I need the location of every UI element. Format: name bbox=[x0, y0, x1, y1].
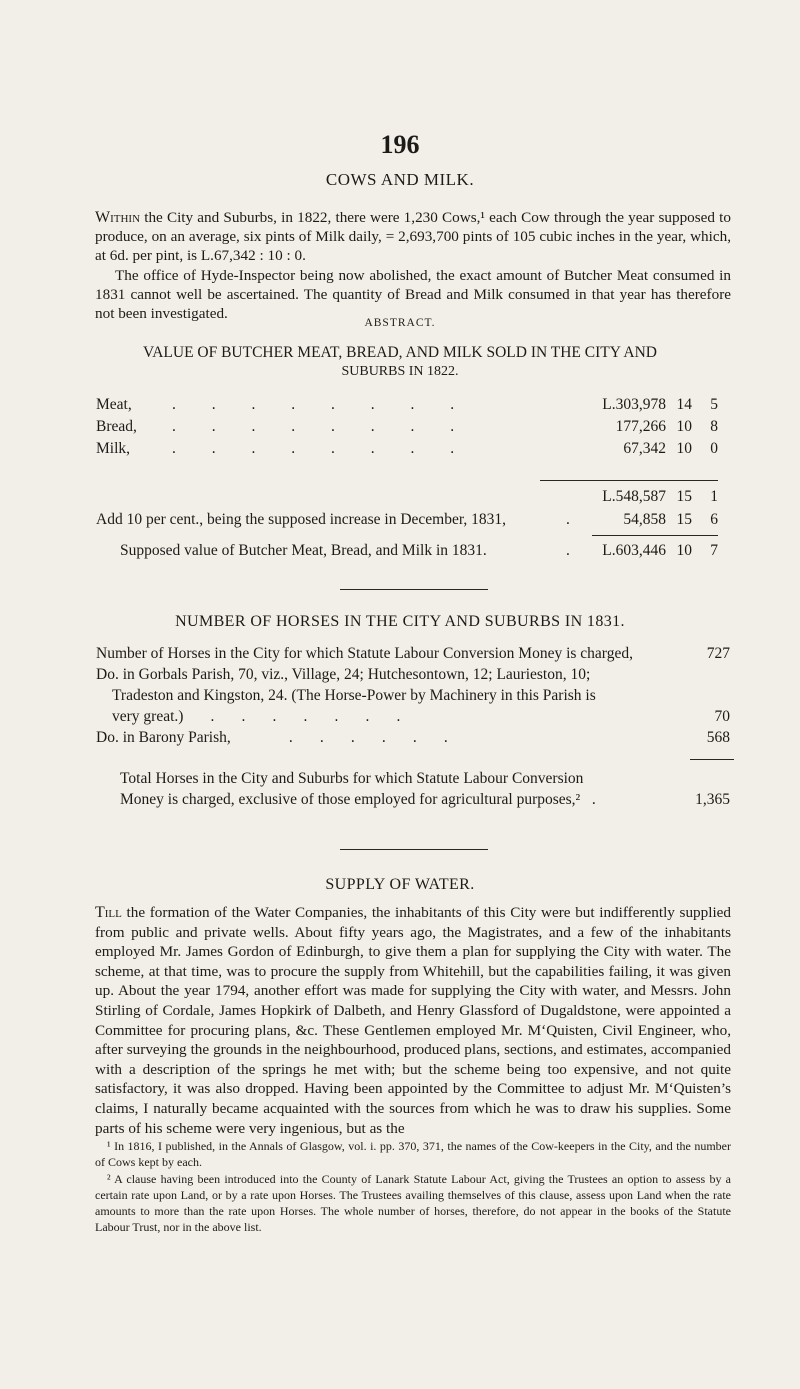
supposed-total-dot: . bbox=[566, 542, 570, 559]
page-number: 196 bbox=[380, 130, 420, 159]
subtotal-pounds: L.548,587 bbox=[602, 488, 666, 505]
intro-paragraph-2: The office of Hyde-Inspector being now abolished, the exact amount of Butcher Meat consumed in 1831 cannot well be ascertained. The quantity of Bread and Milk consumed in that year has therefore not been investigated. bbox=[95, 267, 731, 322]
horses-total-rule bbox=[690, 759, 734, 760]
horses-total-line-1: Total Horses in the City and Suburbs for which Statute Labour Conversion bbox=[120, 770, 584, 787]
water-paragraph-text: the formation of the Water Companies, the inhabitants of this City were but indifferently supplied from public and private wells. About fifty years ago, the Magistrates, and a few of the inhabitants employed Mr. James Gordon of Edinburgh, to give them a plan for supplying the City with water. The scheme, at that time, was to procure the supply from Whitehill, but the capabilities failing, it was given up. About the year 1794, another effort was made for supplying the City with water, and Messrs. John Stirling of Cordale, James Hopkirk of Dalbeth, and Henry Glassford of Dugaldstone, were appointed a Committee for procuring plans, &c. These Gentlemen employed Mr. M‘Quisten, Civil Engineer, who, after surveying the grounds in the neighbourhood, produced plans, sections, and estimates, accompanied with a description of the springs he met with; but the scheme being too expensive, and not quite satisfactory, it was also dropped. Having been appointed by the Committee to adjust Mr. M‘Quisten’s claims, I naturally became acquainted with the sources from which he was to draw his supplies. Some parts of his scheme were very ingenious, but as the bbox=[95, 904, 731, 1137]
horses-row-text: Tradeston and Kingston, 24. (The Horse-Power by Machinery in this Parish is bbox=[112, 687, 596, 704]
horses-row-text: very great.) . . . . . . . bbox=[112, 708, 401, 725]
horses-row bbox=[112, 685, 762, 706]
value-heading bbox=[0, 343, 800, 381]
increase-pence: 6 bbox=[710, 511, 718, 528]
horses-total-value: 1,365 bbox=[695, 791, 730, 808]
water-paragraph bbox=[95, 903, 731, 1138]
horses-row bbox=[96, 643, 746, 664]
abstract-label: ABSTRACT. bbox=[364, 317, 436, 329]
horses-heading: NUMBER OF HORSES IN THE CITY AND SUBURBS IN 1831. bbox=[175, 613, 625, 630]
horses-row-value: 70 bbox=[714, 708, 730, 725]
horses-row-text: Do. in Barony Parish, . . . . . . bbox=[96, 729, 448, 746]
value-row-shillings: 10 bbox=[676, 440, 692, 457]
value-row-pence: 0 bbox=[710, 440, 718, 457]
horses-row-text: Number of Horses in the City for which Statute Labour Conversion Money is charged, bbox=[96, 645, 633, 662]
horses-row bbox=[112, 706, 746, 727]
supposed-total-pounds: L.603,446 bbox=[602, 542, 666, 559]
increase-dot: . bbox=[566, 511, 570, 528]
subtotal-pence: 1 bbox=[710, 488, 718, 505]
value-heading-line-1: VALUE OF BUTCHER MEAT, BREAD, AND MILK SOLD IN THE CITY AND bbox=[143, 344, 657, 361]
subtotal-rule bbox=[540, 480, 718, 481]
value-heading-line-2: SUBURBS IN 1822. bbox=[341, 364, 459, 379]
supposed-total-pence: 7 bbox=[710, 542, 718, 559]
value-row-pence: 8 bbox=[710, 418, 718, 435]
intro-paragraph-1-text: the City and Suburbs, in 1822, there were 1,230 Cows,¹ each Cow through the year supposed to produce, on an average, six pints of Milk daily, = 2,693,700 pints of 105 cubic inches in the year, which, at 6d. per pint, is L.67,342 : 10 : 0. bbox=[95, 209, 731, 264]
value-row-pounds: 67,342 bbox=[623, 440, 666, 457]
value-row-dots: . . . . . . . . bbox=[172, 440, 455, 457]
increase-pounds: 54,858 bbox=[623, 511, 666, 528]
intro-paragraph-1 bbox=[95, 208, 731, 265]
footnote-2: ² A clause having been introduced into the County of Lanark Statute Labour Act, giving the Trustees an option to assess by a certain rate upon Land, or by a rate upon Horses. The Trustees availing themselves of this clause, assess upon Land when the rate amounts to more than the rate upon Horses. The whole number of horses, therefore, do not appear in the books of the Statute Labour Trust, nor in the above list. bbox=[95, 1172, 731, 1234]
value-row-pence: 5 bbox=[710, 396, 718, 413]
section-title: COWS AND MILK. bbox=[325, 170, 475, 189]
value-row-dots: . . . . . . . . bbox=[172, 396, 455, 413]
section-divider bbox=[340, 589, 488, 590]
value-row-label: Meat, bbox=[96, 396, 132, 413]
total-rule bbox=[592, 535, 718, 536]
horses-row-value: 568 bbox=[706, 729, 730, 746]
subtotal-shillings: 15 bbox=[676, 488, 692, 505]
water-drop-word: Till bbox=[95, 904, 122, 921]
horses-total-text: Money is charged, exclusive of those employed for agricultural purposes,² . bbox=[120, 791, 596, 808]
supposed-total-label: Supposed value of Butcher Meat, Bread, and Milk in 1831. bbox=[120, 542, 487, 559]
water-heading: SUPPLY OF WATER. bbox=[325, 876, 475, 893]
intro-drop-word: Within bbox=[95, 209, 141, 226]
value-row-shillings: 10 bbox=[676, 418, 692, 435]
horses-row-value: 727 bbox=[706, 645, 730, 662]
value-row-dots: . . . . . . . . bbox=[172, 418, 455, 435]
value-row-label: Milk, bbox=[96, 440, 131, 457]
increase-shillings: 15 bbox=[676, 511, 692, 528]
value-row-pounds: L.303,978 bbox=[602, 396, 666, 413]
horses-row bbox=[96, 727, 746, 748]
supposed-total-shillings: 10 bbox=[676, 542, 692, 559]
value-row-label: Bread, bbox=[96, 418, 137, 435]
horses-row bbox=[96, 664, 746, 685]
footnote-1: ¹ In 1816, I published, in the Annals of Glasgow, vol. i. pp. 370, 371, the names of the Cow-keepers in the City, and the number of Cows kept by each. bbox=[95, 1139, 731, 1169]
value-row-pounds: 177,266 bbox=[615, 418, 666, 435]
horses-total-line-2 bbox=[120, 789, 746, 810]
horses-row-text: Do. in Gorbals Parish, 70, viz., Village, 24; Hutchesontown, 12; Laurieston, 10; bbox=[96, 666, 591, 683]
section-divider bbox=[340, 849, 488, 850]
value-row-shillings: 14 bbox=[676, 396, 692, 413]
increase-label: Add 10 per cent., being the supposed increase in December, 1831, bbox=[96, 511, 507, 528]
